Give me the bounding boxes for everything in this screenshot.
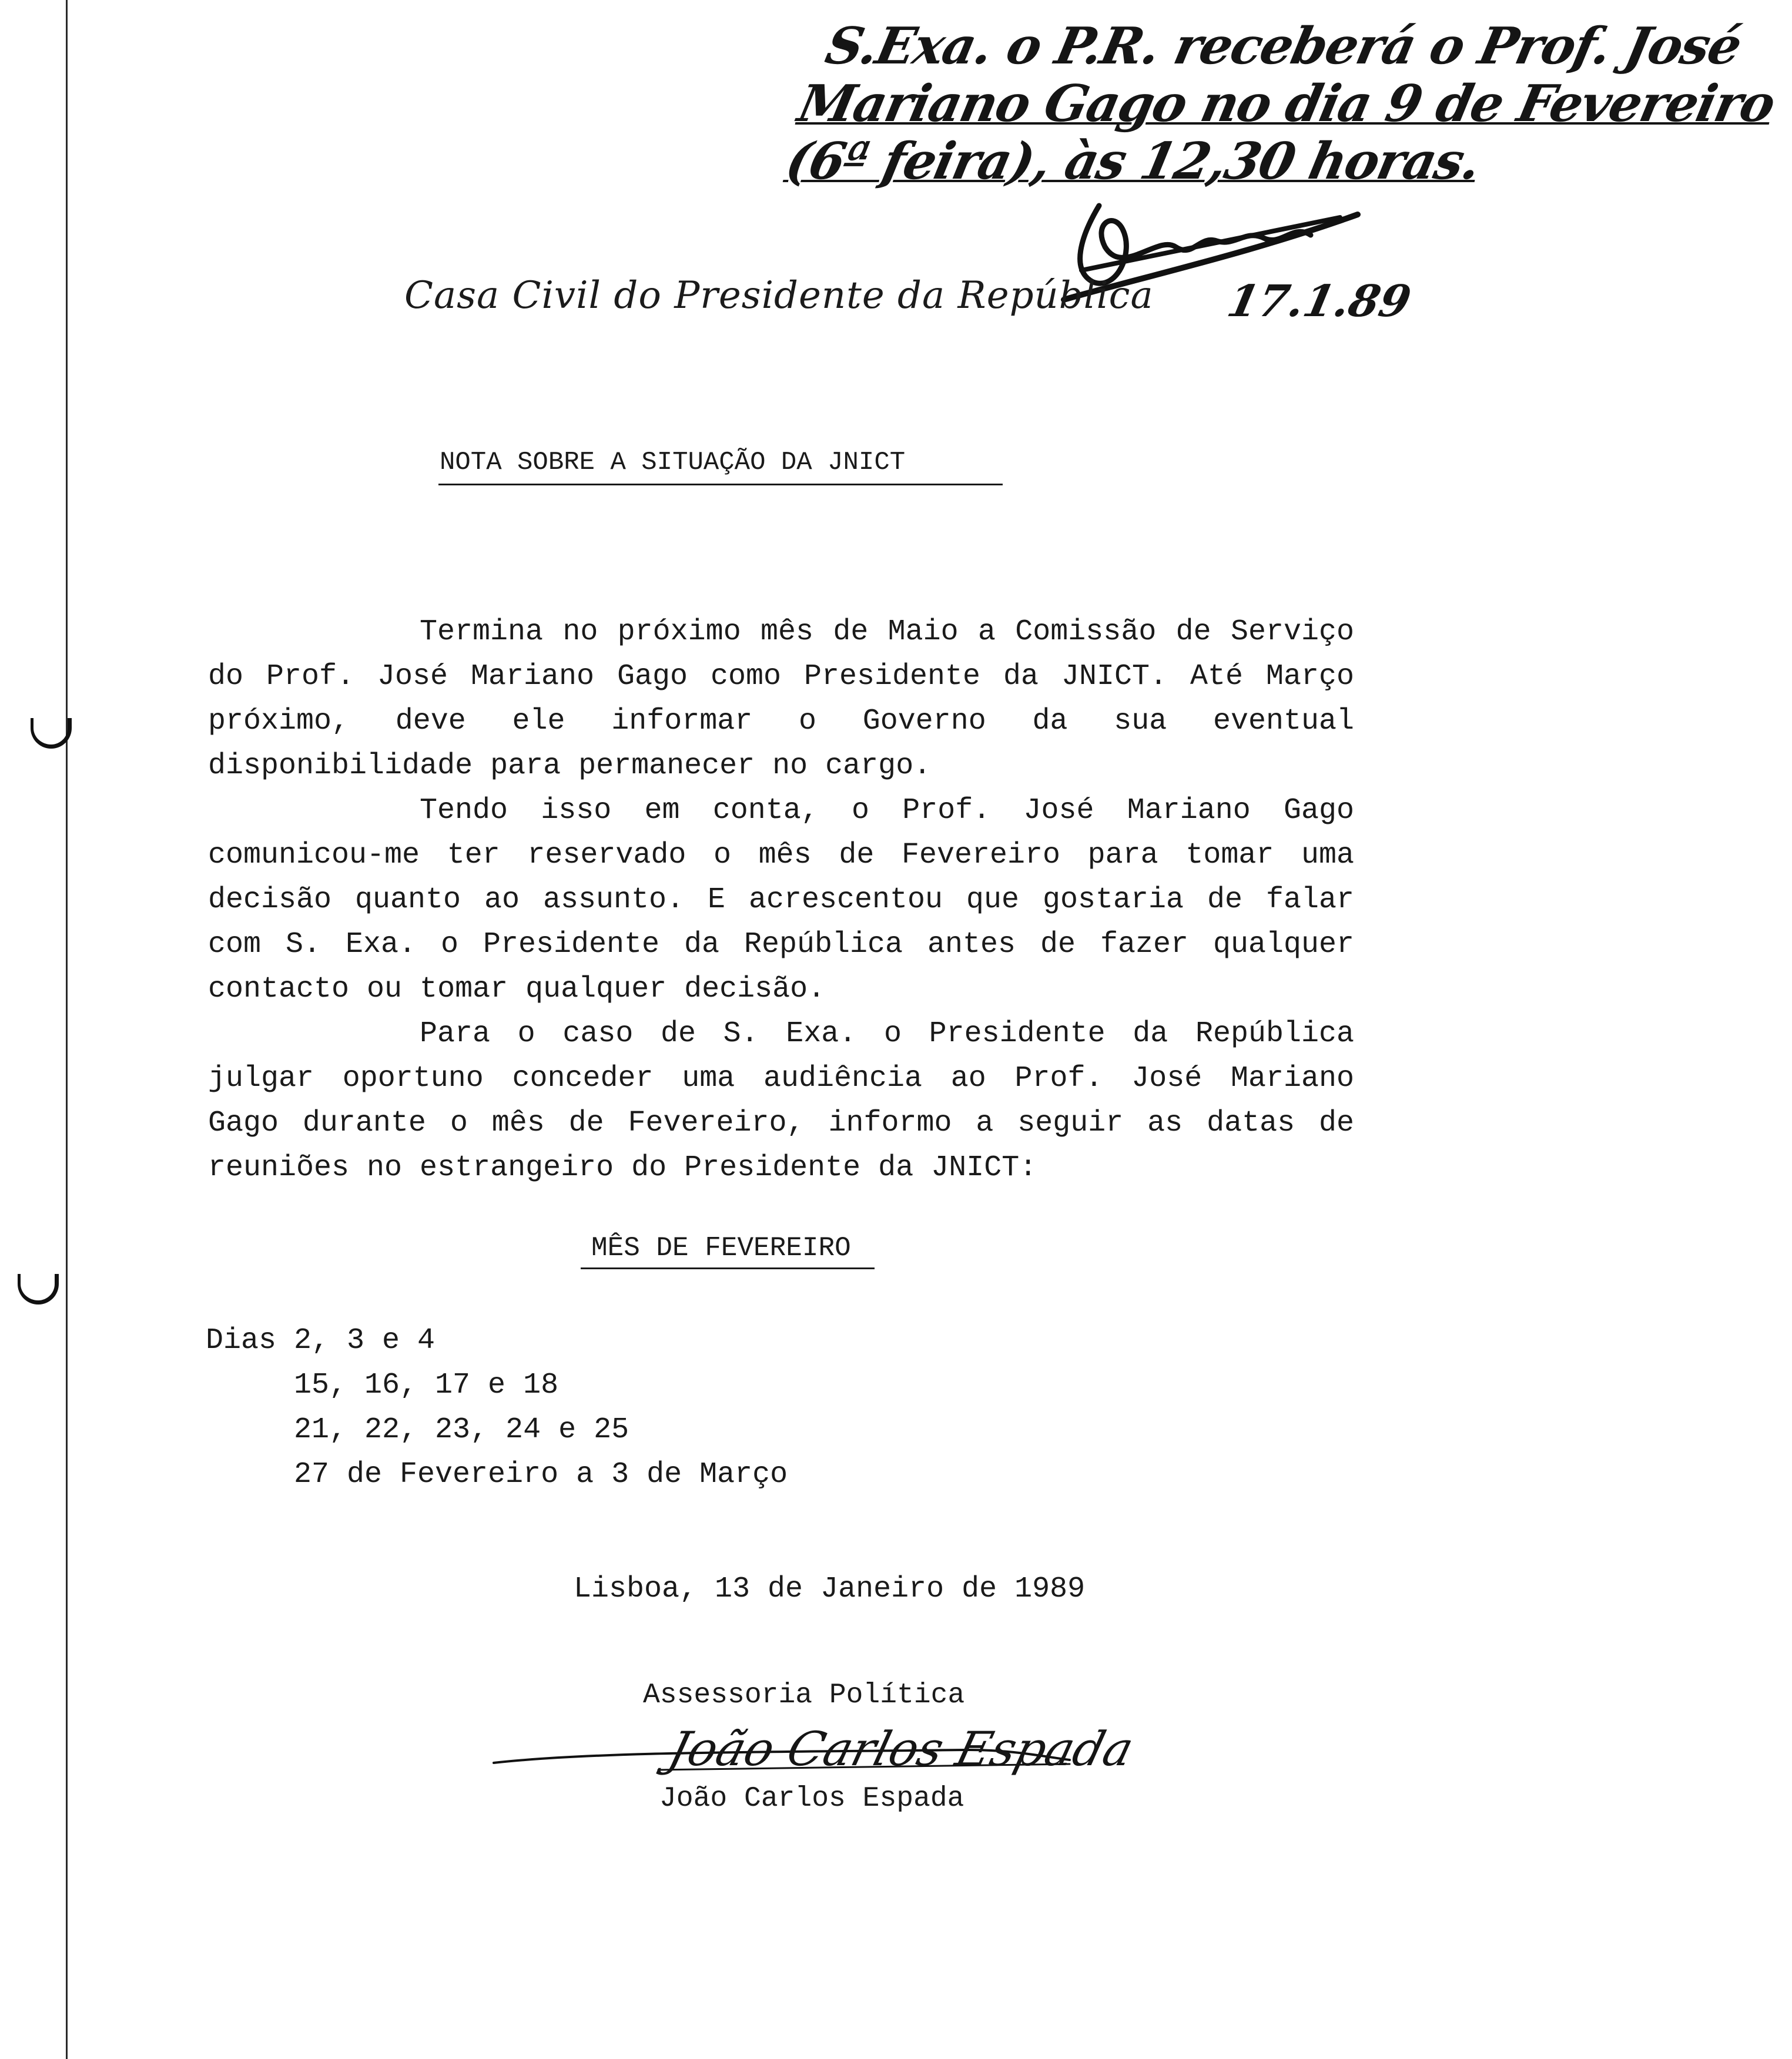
date-list-value: 21, 22, 23, 24 e 25 — [294, 1413, 629, 1447]
page-left-edge — [66, 0, 68, 2059]
date-list-item — [206, 1408, 788, 1453]
month-heading-underline — [581, 1267, 875, 1269]
letterhead: Casa Civil do Presidente da República — [404, 274, 1154, 317]
date-list-value: 2, 3 e 4 — [294, 1324, 436, 1357]
month-heading: MÊS DE FEVEREIRO — [591, 1233, 851, 1263]
handwritten-signature: João Carlos Espada — [663, 1722, 1139, 1776]
place-and-date: Lisboa, 13 de Janeiro de 1989 — [574, 1572, 1086, 1606]
annotation-line: S.Exa. o P.R. receberá o Prof. José — [820, 16, 1746, 76]
date-list-value: 27 de Fevereiro a 3 de Março — [294, 1458, 788, 1491]
body-paragraph: Tendo isso em conta, o Prof. José Mariano Gago comunicou-me ter reservado o mês de Fevereiro para tomar uma decisão quanto ao assunto. E acrescentou que gostaria de falar com S. Exa. o Presidente da República antes de fazer qualquer contacto ou tomar qualquer decisão. — [208, 794, 1354, 1006]
document-title: NOTA SOBRE A SITUAÇÃO DA JNICT — [440, 448, 906, 477]
punch-hole-mark — [18, 1274, 59, 1305]
document-body — [208, 610, 1354, 1191]
date-list — [206, 1319, 788, 1497]
title-underline — [438, 484, 1003, 485]
body-paragraph: Para o caso de S. Exa. o Presidente da República julgar oportuno conceder uma audiência ao Prof. José Mariano Gago durante o mês de Fevereiro, informo a seguir as datas de reuniões no estrangeiro do Presidente da JNICT: — [208, 1017, 1354, 1185]
signatory-office: Assessoria Política — [643, 1679, 965, 1711]
annotation-line: Mariano Gago no dia 9 de Fevereiro — [793, 74, 1780, 133]
signatory-name: João Carlos Espada — [659, 1783, 964, 1815]
handwritten-annotation — [781, 16, 1780, 191]
annotation-date: 17.1.89 — [1222, 276, 1416, 327]
date-list-item — [206, 1319, 788, 1363]
body-paragraph: Termina no próximo mês de Maio a Comissão de Serviço do Prof. José Mariano Gago como Presidente da JNICT. Até Março próximo, deve ele informar o Governo da sua eventual disponibilidade para permanecer no cargo. — [208, 615, 1354, 783]
date-list-item — [206, 1453, 788, 1497]
date-list-item — [206, 1363, 788, 1408]
annotation-line: (6ª feira), às 12,30 horas. — [781, 132, 1485, 191]
date-list-prefix: Dias — [206, 1324, 277, 1357]
date-list-value: 15, 16, 17 e 18 — [294, 1369, 559, 1402]
